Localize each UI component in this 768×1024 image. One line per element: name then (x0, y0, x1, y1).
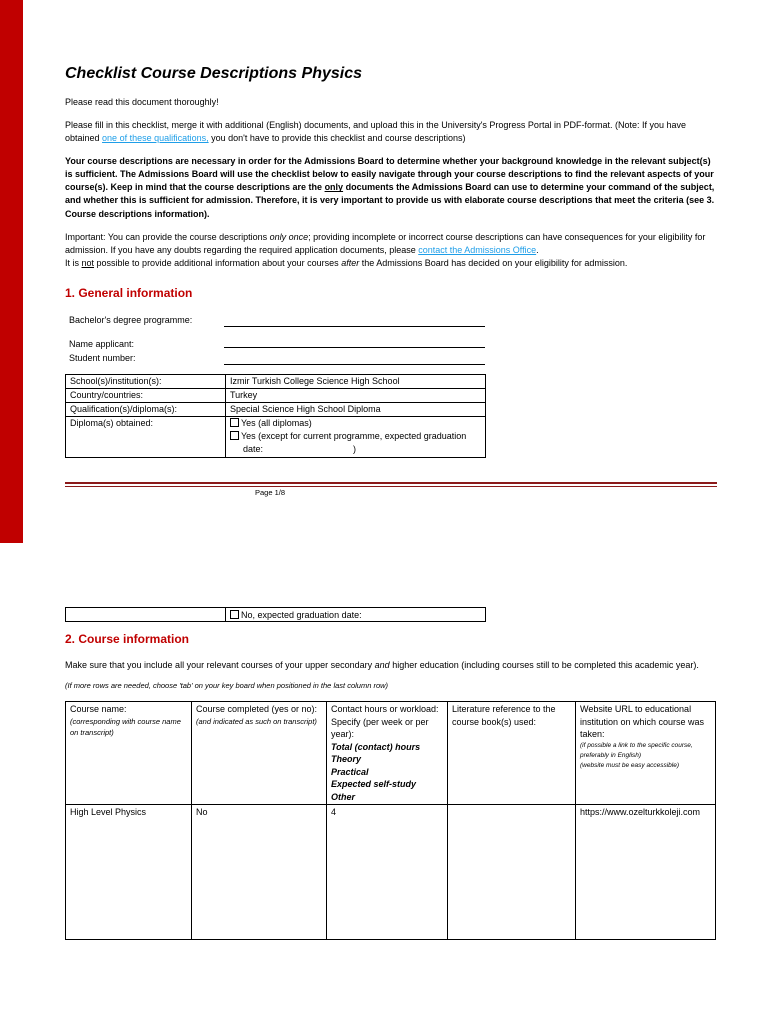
intro-instructions: Please fill in this checklist, merge it with additional (English) documents, and upload this in the University's Progress Portal in PDF-format. (Note: If you have obtained one of these qualifications, you don't have to provide this checklist and course descriptions) (65, 120, 686, 144)
page-number: Page 1/8 (255, 488, 286, 497)
course-intro: Make sure that you include all your relevant courses of your upper secondary and higher education (including courses still to be completed this academic year). (65, 660, 699, 671)
footer-rule (65, 482, 717, 484)
section-course-information: 2. Course information (65, 632, 190, 646)
checkbox-icon[interactable] (230, 418, 239, 427)
header-website: Website URL to educational institution on which course was taken: (if possible a link to the specific course, preferably in English) (website must be easy accessible) (576, 702, 716, 805)
table-row (66, 608, 486, 622)
table-header-row (66, 702, 716, 805)
admissions-office-link[interactable]: contact the Admissions Office (418, 244, 537, 255)
page-2 (65, 607, 717, 940)
country-value[interactable]: Turkey (226, 389, 486, 403)
name-row (69, 338, 717, 352)
important-note: Important: You can provide the course descriptions only once; providing incomplete or incorrect course descriptions can have consequences for your eligibility for admission. If you have any doubts regarding the required application documents, please contact the Admissions Office. (65, 231, 706, 255)
table-row (66, 375, 486, 389)
header-literature: Literature reference to the course book(s) used: (448, 702, 576, 805)
header-contact-hours: Contact hours or workload: Specify (per week or per year): Total (contact) hours Theory Practical Expected self-study Other (327, 702, 448, 805)
name-field[interactable] (224, 347, 485, 348)
qualification-value[interactable]: Special Science High School Diploma (226, 403, 486, 417)
student-label: Student number: (69, 353, 136, 364)
table-row (66, 403, 486, 417)
course-name-cell[interactable]: High Level Physics (66, 805, 192, 940)
qualification-label: Qualification(s)/diploma(s): (66, 403, 226, 417)
country-label: Country/countries: (66, 389, 226, 403)
checkbox-icon[interactable] (230, 610, 239, 619)
not-possible-note: It is not possible to provide additional information about your courses after the Admissions Board has decided on your eligibility for admission. (65, 257, 628, 268)
importance-paragraph: Your course descriptions are necessary in order for the Admissions Board to determine whether your background knowledge in the relevant subject(s) is sufficient. The Admissions Board will use the checklist below to easily navigate through your course descriptions to find the relevant aspects of your course(s). Keep in mind that the course descriptions are the only documents the Admissions Board can use to determine your command of the subject, and whether this is sufficient for admission. Therefore, it is very important to provide us with elaborate course descriptions that meet the criteria (see 3. Course descriptions information). (65, 156, 715, 219)
intro-read: Please read this document thoroughly! (65, 97, 219, 108)
red-side-bar (0, 0, 23, 543)
bachelor-label: Bachelor's degree programme: (69, 315, 193, 326)
option-no[interactable]: No, expected graduation date: (226, 608, 486, 622)
page-1 (65, 64, 717, 458)
school-value[interactable]: Izmir Turkish College Science High School (226, 375, 486, 389)
bachelor-row (69, 314, 717, 328)
option-yes-except[interactable]: Yes (except for current programme, expected graduation (230, 430, 481, 443)
diploma-label: Diploma(s) obtained: (66, 417, 226, 458)
student-field[interactable] (224, 364, 485, 365)
table-row (66, 389, 486, 403)
course-table (65, 701, 716, 940)
header-completed: Course completed (yes or no): (and indicated as such on transcript) (192, 702, 327, 805)
literature-cell[interactable] (448, 805, 576, 940)
completed-cell[interactable]: No (192, 805, 327, 940)
course-note: (If more rows are needed, choose 'tab' on your key board when positioned in the last column row) (65, 681, 389, 691)
name-label: Name applicant: (69, 339, 135, 350)
website-cell[interactable]: https://www.ozelturkkoleji.com (576, 805, 716, 940)
qualifications-link[interactable]: one of these qualifications, (102, 133, 209, 144)
general-info-table (65, 374, 486, 458)
header-course-name: Course name: (corresponding with course name on transcript) (66, 702, 192, 805)
diploma-continuation-table (65, 607, 486, 622)
document-title: Checklist Course Descriptions Physics (65, 65, 362, 82)
table-row (66, 417, 486, 458)
option-yes-all[interactable]: Yes (all diplomas) (230, 417, 481, 430)
diploma-options (226, 417, 486, 458)
school-label: School(s)/institution(s): (66, 375, 226, 389)
footer-rule-thin (65, 486, 717, 487)
section-general-information: 1. General information (65, 285, 193, 300)
bachelor-field[interactable] (224, 326, 485, 327)
checkbox-icon[interactable] (230, 431, 239, 440)
expected-date: date: ) (243, 444, 357, 455)
student-row (69, 352, 717, 366)
table-row (66, 805, 716, 940)
empty-cell (66, 608, 226, 622)
contact-hours-cell[interactable]: 4 (327, 805, 448, 940)
